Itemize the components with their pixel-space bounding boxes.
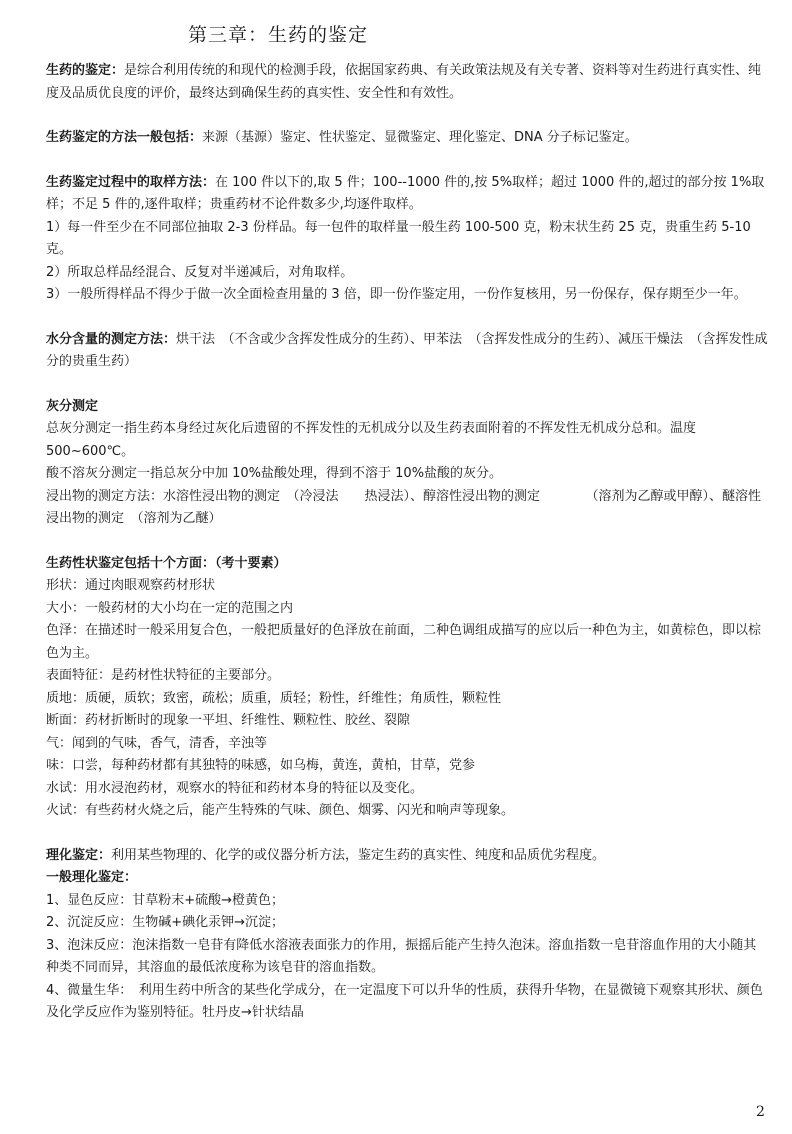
text-line: 表面特征：是药材性状特征的主要部分。 bbox=[46, 668, 281, 683]
text-line: 水试：用水浸泡药材，观察水的特征和药材本身的特征以及变化。 bbox=[46, 780, 424, 796]
text-line: 断面：药材折断时的现象一平坦、纤维性、颗粒性、胶丝、裂隙 bbox=[46, 713, 411, 728]
list-item: 2、沉淀反应：生物碱+碘化汞钾→沉淀； bbox=[46, 915, 285, 930]
paragraph-physicochemical bbox=[46, 845, 768, 868]
section-heading-character: 生药性状鉴定包括十个方面：（考十要素） bbox=[46, 555, 287, 571]
text-line: 形状：通过肉眼观察药材形状 bbox=[46, 578, 216, 593]
section-heading-ash: 灰分测定 bbox=[46, 398, 99, 414]
sub-heading: 一般理化鉴定： bbox=[46, 870, 138, 885]
paragraph-sampling-method bbox=[46, 172, 768, 217]
term-text: 在 100 件以下的,取 5 件；100--1000 件的,按 5%取样；超过 1000 件的,超过的部分按 1%取样；不足 5 件的,逐件取样；贵重药材不论件数多少,均逐件取样。 bbox=[46, 174, 765, 212]
term-label: 生药的鉴定： bbox=[46, 63, 125, 78]
text-line: 酸不溶灰分测定一指总灰分中加 10%盐酸处理，得到不溶于 10%盐酸的灰分。 bbox=[46, 466, 503, 481]
list-item: 3）一般所得样品不得少于做一次全面检查用量的 3 倍，即一份作鉴定用，一份作复核用，另一份保存，保存期至少一年。 bbox=[46, 287, 747, 302]
list-item: 2）所取总样品经混合、反复对半递减后，对角取样。 bbox=[46, 264, 354, 280]
list-item: 4、微量生华： 利用生药中所含的某些化学成分，在一定温度下可以升华的性质，获得升华物，在显微镜下观察其形状、颜色及化学反应作为鉴别特征。牡丹皮→针状结晶 bbox=[46, 982, 763, 1020]
text-line: 浸出物的测定方法：水溶性浸出物的测定 （冷浸法 热浸法）、醇溶性浸出物的测定 （溶剂为乙醇或甲醇）、醚溶性浸出物的测定 （溶剂为乙醚） bbox=[46, 488, 762, 526]
list-item: 1）每一件至少在不同部位抽取 2-3 份样品。每一包件的取样量一般生药 100-500 克，粉末状生药 25 克，贵重生药 5-10 克。 bbox=[46, 219, 751, 257]
term-label: 生药鉴定过程中的取样方法： bbox=[46, 174, 216, 190]
text-line: 质地：质硬，质软；致密，疏松；质重，质轻；粉性，纤维性；角质性，颗粒性 bbox=[46, 690, 502, 706]
text-line: 大小：一般药材的大小均在一定的范围之内 bbox=[46, 600, 294, 616]
paragraph-identification-methods bbox=[46, 127, 768, 150]
chapter-title: 第三章：生药的鉴定 bbox=[188, 24, 369, 46]
text-line: 气：闻到的气味，香气，清香，辛浊等 bbox=[46, 735, 268, 751]
term-text: 是综合利用传统的和现代的检测手段，依据国家药典、有关政策法规及有关专著、资料等对生药进行真实性、纯度及品质优良度的评价，最终达到确保生药的真实性、安全性和有效性。 bbox=[46, 63, 762, 101]
term-label: 生药鉴定的方法一般包括： bbox=[46, 130, 203, 145]
list-item: 1、显色反应：甘草粉末+硫酸→橙黄色； bbox=[46, 892, 285, 908]
paragraph-moisture-methods bbox=[46, 329, 768, 374]
text-line: 味：口尝，每种药材都有其独特的味感，如乌梅，黄连，黄柏，甘草，党参 bbox=[46, 758, 476, 773]
document-body bbox=[46, 60, 768, 1025]
term-label: 水分含量的测定方法： bbox=[46, 331, 177, 347]
term-text: 来源（基源）鉴定、性状鉴定、显微鉴定、理化鉴定、DNA 分子标记鉴定。 bbox=[202, 130, 638, 145]
text-line: 色泽：在描述时一般采用复合色，一般把质量好的色泽放在前面，二种色调组成描写的应以后一种色为主，如黄棕色，即以棕色为主。 bbox=[46, 623, 762, 661]
list-item: 3、泡沫反应：泡沫指数一皂苷有降低水溶液表面张力的作用，振摇后能产生持久泡沫。溶血指数一皂苷溶血作用的大小随其种类不同而异，其溶血的最低浓度称为该皂苷的溶血指数。 bbox=[46, 937, 757, 975]
text-line: 总灰分测定一指生药本身经过灰化后遗留的不挥发性的无机成分以及生药表面附着的不挥发性无机成分总和。温度 500~600℃。 bbox=[46, 421, 697, 459]
text-line: 火试：有些药材火烧之后，能产生特殊的气味、颜色、烟雾、闪光和响声等现象。 bbox=[46, 803, 515, 818]
term-text: 利用某些物理的、化学的或仪器分析方法，鉴定生药的真实性、纯度和品质优劣程度。 bbox=[111, 847, 606, 863]
term-label: 理化鉴定： bbox=[46, 847, 112, 863]
paragraph-identification-definition bbox=[46, 60, 768, 105]
page-number: 2 bbox=[756, 1104, 765, 1120]
term-text: 烘干法 （不含或少含挥发性成分的生药）、甲苯法 （含挥发性成分的生药）、减压干燥法 （含挥发性成分的贵重生药） bbox=[46, 331, 768, 369]
